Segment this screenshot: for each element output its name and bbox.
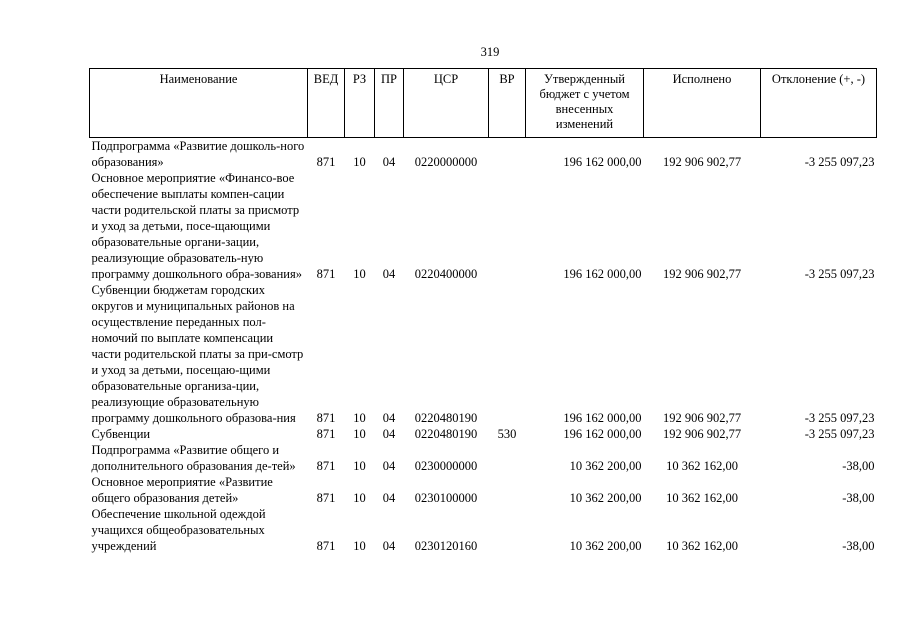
header-rz: РЗ	[345, 69, 375, 138]
row-rz: 10	[353, 539, 366, 553]
header-deviation: Отклонение (+, -)	[761, 69, 877, 138]
row-ved: 871	[316, 411, 336, 425]
row-vr	[489, 170, 526, 282]
header-vr: ВР	[489, 69, 526, 138]
row-deviation: -3 255 097,23	[804, 411, 875, 425]
row-deviation: -3 255 097,23	[804, 267, 875, 281]
table-row	[90, 426, 877, 442]
row-approved: 196 162 000,00	[563, 411, 642, 425]
row-name: Подпрограмма «Развитие общего и дополнительного образования де-тей»	[91, 443, 296, 473]
row-ved: 871	[316, 267, 336, 281]
row-ved: 871	[316, 491, 336, 505]
row-name: Подпрограмма «Развитие дошколь-ного образования»	[91, 139, 305, 169]
row-executed: 192 906 902,77	[662, 155, 742, 169]
row-pr: 04	[382, 459, 396, 473]
row-pr: 04	[382, 411, 396, 425]
row-vr	[489, 442, 526, 474]
table-row	[90, 138, 877, 171]
row-approved: 196 162 000,00	[563, 267, 642, 281]
header-ved: ВЕД	[308, 69, 345, 138]
table-row	[90, 506, 877, 554]
row-executed: 192 906 902,77	[662, 411, 742, 425]
header-approved: Утвержденный бюджет с учетом внесенных изменений	[526, 69, 644, 138]
row-deviation: -3 255 097,23	[804, 155, 875, 169]
row-pr: 04	[382, 539, 396, 553]
row-name: Субвенции	[91, 427, 151, 441]
row-pr: 04	[382, 267, 396, 281]
row-vr	[489, 506, 526, 554]
table-row	[90, 442, 877, 474]
row-rz: 10	[353, 155, 366, 169]
row-rz: 10	[353, 267, 366, 281]
row-deviation: -38,00	[842, 539, 875, 553]
row-name: Обеспечение школьной одеждой учащихся общеобразовательных учреждений	[91, 507, 266, 553]
row-vr	[489, 138, 526, 171]
row-executed: 10 362 162,00	[666, 539, 738, 553]
row-executed: 10 362 162,00	[666, 491, 738, 505]
row-ved: 871	[316, 155, 336, 169]
table-row	[90, 282, 877, 426]
row-approved: 10 362 200,00	[569, 539, 642, 553]
row-csr: 0220000000	[414, 155, 478, 169]
header-pr: ПР	[375, 69, 404, 138]
header-name: Наименование	[90, 69, 308, 138]
row-vr: 530	[497, 427, 517, 441]
row-approved: 196 162 000,00	[563, 427, 642, 441]
row-csr: 0230000000	[414, 459, 478, 473]
row-executed: 10 362 162,00	[666, 459, 738, 473]
row-deviation: -3 255 097,23	[804, 427, 875, 441]
table-row	[90, 474, 877, 506]
row-name: Основное мероприятие «Развитие общего образования детей»	[91, 475, 273, 505]
row-executed: 192 906 902,77	[662, 267, 742, 281]
row-ved: 871	[316, 459, 336, 473]
row-csr: 0230100000	[414, 491, 478, 505]
row-csr: 0230120160	[414, 539, 478, 553]
row-pr: 04	[382, 491, 396, 505]
row-vr	[489, 474, 526, 506]
row-ved: 871	[316, 539, 336, 553]
row-csr: 0220480190	[414, 427, 478, 441]
row-rz: 10	[353, 459, 366, 473]
row-csr: 0220480190	[414, 411, 478, 425]
row-approved: 10 362 200,00	[569, 491, 642, 505]
row-ved: 871	[316, 427, 336, 441]
page-number: 319	[480, 45, 500, 59]
budget-execution-table	[89, 68, 877, 554]
row-approved: 10 362 200,00	[569, 459, 642, 473]
row-executed: 192 906 902,77	[662, 427, 742, 441]
table-row	[90, 170, 877, 282]
row-rz: 10	[353, 491, 366, 505]
row-deviation: -38,00	[842, 459, 875, 473]
header-executed: Исполнено	[644, 69, 761, 138]
table-header-row	[90, 69, 877, 138]
row-rz: 10	[353, 427, 366, 441]
row-csr: 0220400000	[414, 267, 478, 281]
row-pr: 04	[382, 155, 396, 169]
row-pr: 04	[382, 427, 396, 441]
row-approved: 196 162 000,00	[563, 155, 642, 169]
row-name: Основное мероприятие «Финансо-вое обеспечение выплаты компен-сации части родительской платы за присмотр и уход за детьми, посе-щающими образовательные органи-зации, реализующие образователь-ную программу дошкольного обра-зования»	[91, 171, 302, 281]
header-csr: ЦСР	[404, 69, 489, 138]
row-rz: 10	[353, 411, 366, 425]
row-name: Субвенции бюджетам городских округов и муниципальных районов на осуществление переданных пол-номочий по выплате компенсации части родительской платы за при-смотр и уход за детьми, посещаю-щими образовательные организа-ции, реализующие образовательную программу дошкольного образова-ния	[91, 283, 304, 425]
row-deviation: -38,00	[842, 491, 875, 505]
row-vr	[489, 282, 526, 426]
